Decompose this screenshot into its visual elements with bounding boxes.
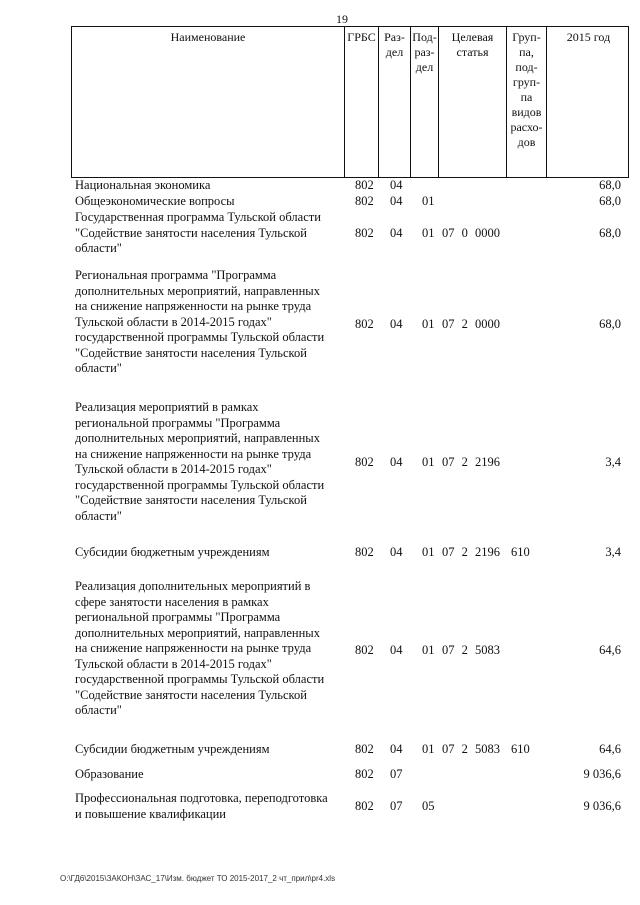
row-grbs: 802 <box>355 317 374 331</box>
row-grbs: 802 <box>355 799 374 813</box>
row-grbs: 802 <box>355 194 374 208</box>
row-grbs: 802 <box>355 742 374 756</box>
row-podrazdel: 01 <box>422 226 435 240</box>
row-sum: 3,4 <box>605 545 621 559</box>
row-name: Региональная программа "Программа дополнительных мероприятий, направленных на снижение напряженности на рынке труда Тульской области в 2014-2015 годах" государственной программы Тульской области "Содействие занятости населения Тульской области" <box>75 268 325 375</box>
row-razdel: 04 <box>390 226 403 240</box>
header-razdel: Раз- дел <box>384 30 405 59</box>
header-podrazdel: Под- раз- дел <box>412 30 437 74</box>
row-name: Общеэкономические вопросы <box>75 194 235 208</box>
row-razdel: 04 <box>390 455 403 469</box>
row-sum: 9 036,6 <box>583 767 621 781</box>
page-number: 19 <box>336 12 348 26</box>
header-grbs-cell <box>344 27 378 177</box>
row-name: Субсидии бюджетным учреждениям <box>75 545 270 559</box>
row-podrazdel: 01 <box>422 742 435 756</box>
row-cs: 07 2 2196 <box>442 455 500 469</box>
row-razdel: 04 <box>390 194 403 208</box>
row-razdel: 04 <box>390 643 403 657</box>
row-name: Образование <box>75 767 144 781</box>
row-sum: 64,6 <box>599 643 621 657</box>
row-podrazdel: 05 <box>422 799 435 813</box>
row-cs: 07 2 5083 <box>442 742 500 756</box>
row-grbs: 802 <box>355 643 374 657</box>
row-sum: 68,0 <box>599 178 621 192</box>
row-cs: 07 2 5083 <box>442 643 500 657</box>
row-cs: 07 2 0000 <box>442 317 500 331</box>
row-razdel: 07 <box>390 767 403 781</box>
row-cs: 07 0 0000 <box>442 226 500 240</box>
table-header <box>71 26 629 178</box>
row-name: Национальная экономика <box>75 178 211 192</box>
header-name-cell <box>72 27 344 177</box>
header-vid: Груп- па, под- груп- па видов расхо- дов <box>510 30 543 149</box>
row-sum: 9 036,6 <box>583 799 621 813</box>
row-podrazdel: 01 <box>422 545 435 559</box>
row-sum: 68,0 <box>599 226 621 240</box>
header-grbs: ГРБС <box>347 30 376 44</box>
row-vid: 610 <box>511 742 530 756</box>
header-celevaya-cell <box>438 27 506 177</box>
row-name: Субсидии бюджетным учреждениям <box>75 742 270 756</box>
row-sum: 64,6 <box>599 742 621 756</box>
row-name: Реализация мероприятий в рамках региональной программы "Программа дополнительных мероприятий, направленных на снижение напряженности на рынке труда Тульской области в 2014-2015 годах" государственной программы Тульской области "Содействие занятости населения Тульской области" <box>75 400 325 523</box>
row-name: Профессиональная подготовка, переподготовка и повышение квалификации <box>75 791 328 821</box>
row-razdel: 04 <box>390 545 403 559</box>
header-celevaya: Целевая статья <box>451 30 494 59</box>
row-grbs: 802 <box>355 226 374 240</box>
row-podrazdel: 01 <box>422 194 435 208</box>
row-sum: 68,0 <box>599 194 621 208</box>
header-year: 2015 год <box>566 30 611 44</box>
row-grbs: 802 <box>355 767 374 781</box>
header-razdel-cell <box>378 27 410 177</box>
row-sum: 3,4 <box>605 455 621 469</box>
row-grbs: 802 <box>355 545 374 559</box>
header-podrazdel-cell <box>410 27 438 177</box>
row-name: Государственная программа Тульской области "Содействие занятости населения Тульской области" <box>75 210 321 255</box>
row-podrazdel: 01 <box>422 317 435 331</box>
row-name: Реализация дополнительных мероприятий в сфере занятости населения в рамках региональной программы "Программа дополнительных мероприятий, направленных на снижение напряженности на рынке труда Тульской области в 2014-2015 годах" государственной программы Тульской области "Содействие занятости населения Тульской области" <box>75 579 325 717</box>
row-razdel: 07 <box>390 799 403 813</box>
row-razdel: 04 <box>390 742 403 756</box>
row-razdel: 04 <box>390 178 403 192</box>
row-sum: 68,0 <box>599 317 621 331</box>
header-vid-cell <box>506 27 546 177</box>
header-name: Наименование <box>170 30 246 44</box>
row-razdel: 04 <box>390 317 403 331</box>
row-podrazdel: 01 <box>422 455 435 469</box>
row-cs: 07 2 2196 <box>442 545 500 559</box>
row-vid: 610 <box>511 545 530 559</box>
row-grbs: 802 <box>355 178 374 192</box>
row-podrazdel: 01 <box>422 643 435 657</box>
file-path-footer: О:\ГД6\2015\ЗАКОН\ЗАС_17\Изм. бюджет ТО 2015-2017_2 чт_прил\pr4.xls <box>60 874 336 883</box>
row-grbs: 802 <box>355 455 374 469</box>
header-year-cell <box>546 27 630 177</box>
